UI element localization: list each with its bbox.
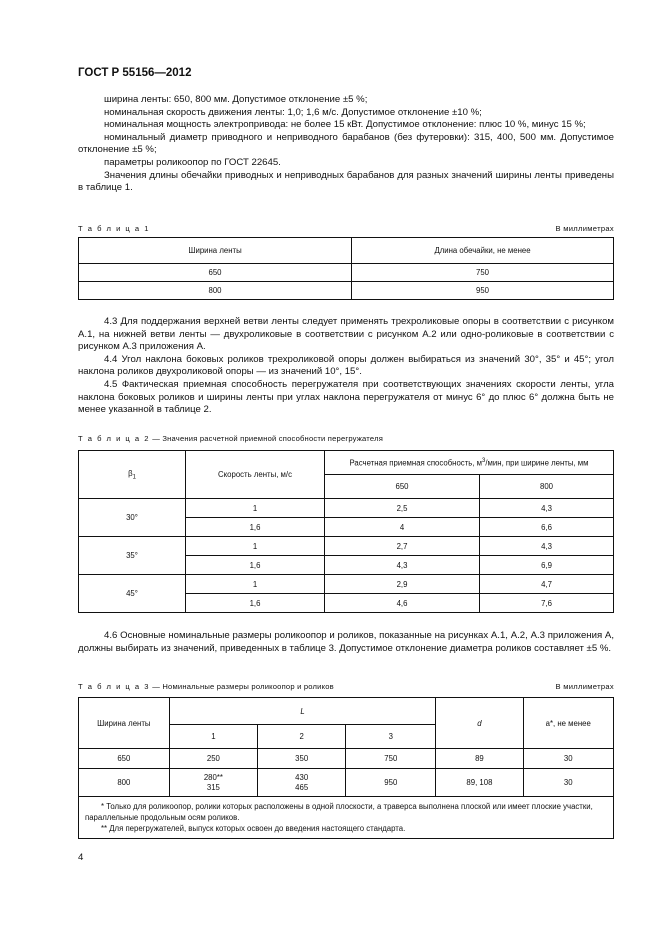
table2-caption xyxy=(78,434,614,444)
table2-cell: 4,3 xyxy=(325,556,480,575)
table1-cell: 650 xyxy=(79,264,352,282)
L1-value-b: 315 xyxy=(206,782,220,792)
capacity-label-suffix: /мин, при ширине ленты, мм xyxy=(485,458,589,468)
table3 xyxy=(78,697,614,839)
table3-label: Т а б л и ц а 3 xyxy=(78,682,150,691)
table3-header-a: a*, не менее xyxy=(523,698,614,749)
page-number: 4 xyxy=(78,852,84,863)
table2-cell: 4,7 xyxy=(480,575,614,594)
table1-caption xyxy=(78,224,614,234)
table1 xyxy=(78,237,614,300)
table3-units: В миллиметрах xyxy=(555,682,614,691)
table1-cell: 750 xyxy=(352,264,614,282)
table1-units: В миллиметрах xyxy=(555,224,614,233)
section-4-6 xyxy=(78,630,614,655)
L-symbol: L xyxy=(300,706,305,716)
table3-cell: 350 xyxy=(258,749,346,769)
capacity-label: Расчетная приемная способность, м xyxy=(349,458,483,468)
table-row xyxy=(79,499,614,518)
table3-cell: 89 xyxy=(436,749,523,769)
table2-cell: 4,6 xyxy=(325,594,480,613)
table2-cell: 6,6 xyxy=(480,518,614,537)
table2-cell: 2,5 xyxy=(325,499,480,518)
table-row xyxy=(79,575,614,594)
table2-cell: 1 xyxy=(186,575,325,594)
table2-label: Т а б л и ц а 2 xyxy=(78,434,150,443)
section-4-3-4-5 xyxy=(78,316,614,417)
table3-L3: 3 xyxy=(346,725,436,749)
beta-symbol: β xyxy=(128,468,133,478)
capacity-sup: 3 xyxy=(482,457,486,464)
table3-L1: 1 xyxy=(169,725,257,749)
footnote: ** Для перегружателей, выпуск которых освоен до введения настоящего стандарта. xyxy=(101,824,406,833)
table3-cell: 800 xyxy=(79,769,170,797)
table2-cell: 4,3 xyxy=(480,537,614,556)
table-row xyxy=(79,769,614,797)
paragraph: ширина ленты: 650, 800 мм. Допустимое отклонение ±5 %; xyxy=(104,94,368,105)
table2-angle: 30° xyxy=(79,499,186,537)
table2-angle: 45° xyxy=(79,575,186,613)
table2-header-800: 800 xyxy=(480,475,614,499)
table3-footnotes xyxy=(79,797,614,839)
paragraph: параметры роликоопор по ГОСТ 22645. xyxy=(104,156,281,168)
table1-header-width: Ширина ленты xyxy=(79,238,352,264)
page-header: ГОСТ Р 55156—2012 xyxy=(78,67,192,79)
table-row xyxy=(79,749,614,769)
table1-cell: 800 xyxy=(79,282,352,300)
table2-angle: 35° xyxy=(79,537,186,575)
table2-header-speed: Скорость ленты, м/с xyxy=(186,451,325,499)
table1-label: Т а б л и ц а 1 xyxy=(78,224,150,233)
table3-title: — Номинальные размеры роликоопор и роликов xyxy=(149,682,334,691)
table3-cell: 30 xyxy=(523,769,614,797)
table2-cell: 6,9 xyxy=(480,556,614,575)
table1-header-length: Длина обечайки, не менее xyxy=(352,238,614,264)
table3-L2: 2 xyxy=(258,725,346,749)
table2-cell: 1 xyxy=(186,499,325,518)
table2-cell: 4 xyxy=(325,518,480,537)
L2-value-a: 430 xyxy=(295,772,309,782)
paragraph: номинальный диаметр приводного и неприводного барабанов (без футеровки): 315, 400, 500 мм. Допустимое отклонение ±5 %; xyxy=(78,131,614,156)
table2-cell: 2,7 xyxy=(325,537,480,556)
paragraph: 4.3 Для поддержания верхней ветви ленты следует применять трехроликовые опоры в соответствии с рисунком А.1, на нижней ветви ленты — двухроликовые в соответствии с рисунком А.2 или одно-роликовые в соответствии с рисунком А.3 приложения А. xyxy=(78,316,614,353)
table-row xyxy=(79,282,614,300)
table2-cell: 7,6 xyxy=(480,594,614,613)
table3-footnotes-row xyxy=(79,797,614,839)
paragraph: 4.6 Основные номинальные размеры роликоопор и роликов, показанные на рисунках А.1, А.2, А.3 приложения А, должны выбирать из значений, приведенных в таблице 3. Допустимое отклонение диаметра роликов составляет ±5 %. xyxy=(78,630,614,654)
paragraph: 4.4 Угол наклона боковых роликов трехроликовой опоры должен выбираться из значений 30°, 35° и 45°; угол наклона роликов двухроликовой опоры — из значений 10°, 15°. xyxy=(78,353,614,378)
paragraph: Значения длины обечайки приводных и неприводных барабанов для разных значений ширины ленты приведены в таблице 1. xyxy=(78,169,614,194)
table2 xyxy=(78,450,614,613)
table2-header-650: 650 xyxy=(325,475,480,499)
L2-value-b: 465 xyxy=(295,782,309,792)
table3-cell-L1 xyxy=(169,769,257,797)
table3-cell: 250 xyxy=(169,749,257,769)
table3-caption xyxy=(78,682,614,692)
table3-cell: 89, 108 xyxy=(436,769,523,797)
paragraph: номинальная скорость движения ленты: 1,0; 1,6 м/с. Допустимое отклонение ±10 %; xyxy=(104,106,482,118)
table3-cell: 30 xyxy=(523,749,614,769)
d-symbol: d xyxy=(477,718,482,728)
table3-header-width: Ширина ленты xyxy=(79,698,170,749)
table2-cell: 1,6 xyxy=(186,518,325,537)
table2-cell: 4,3 xyxy=(480,499,614,518)
beta-subscript: 1 xyxy=(132,474,136,481)
table2-title: — Значения расчетной приемной способности перегружателя xyxy=(149,434,384,443)
table3-cell-L2 xyxy=(258,769,346,797)
table2-cell: 1,6 xyxy=(186,594,325,613)
table3-header-d xyxy=(436,698,523,749)
footnote: * Только для роликоопор, ролики которых расположены в одной плоскости, а траверса выполнена плоской или имеет плоские участки, параллельные продольным осям роликов. xyxy=(85,802,593,822)
table2-header-beta xyxy=(79,451,186,499)
table3-header-L xyxy=(169,698,436,725)
paragraph: номинальная мощность электропривода: не более 15 кВт. Допустимое отклонение: плюс 10 %, минус 15 %; xyxy=(104,119,586,131)
table3-cell: 650 xyxy=(79,749,170,769)
table-row xyxy=(79,537,614,556)
table2-header-capacity xyxy=(325,451,614,475)
table-row xyxy=(79,264,614,282)
intro-text xyxy=(78,94,614,195)
table2-cell: 1 xyxy=(186,537,325,556)
paragraph: 4.5 Фактическая приемная способность перегружателя при соответствующих значениях скорости ленты, угла наклона боковых роликов и ширины ленты при углах наклона перегружателя от минус 6° до плюс 6° должна быть не менее указанной в таблице 2. xyxy=(78,378,614,416)
table3-cell: 750 xyxy=(346,749,436,769)
table3-cell: 950 xyxy=(346,769,436,797)
table2-cell: 1,6 xyxy=(186,556,325,575)
L1-value-a: 280** xyxy=(203,772,223,782)
table2-cell: 2,9 xyxy=(325,575,480,594)
table1-cell: 950 xyxy=(352,282,614,300)
